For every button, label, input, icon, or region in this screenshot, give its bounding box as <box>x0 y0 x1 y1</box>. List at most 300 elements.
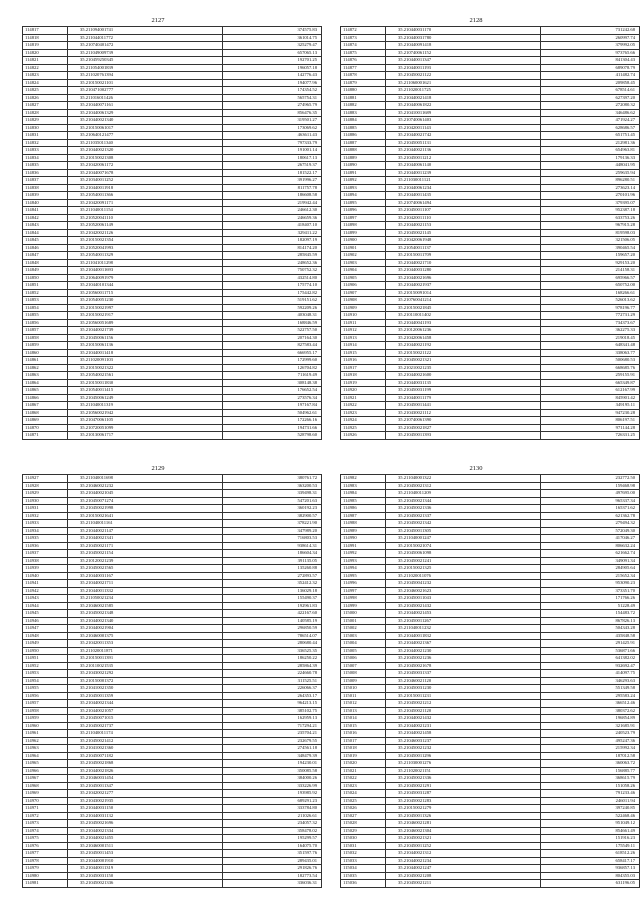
coordinate-cell: 35.210150011709 <box>386 252 541 260</box>
value-cell: 651751.45 <box>541 132 640 140</box>
table-panel-2129 <box>22 464 317 888</box>
row-id-cell: 114876 <box>341 57 386 65</box>
row-id-cell: 114967 <box>23 775 68 783</box>
table-row <box>341 102 640 110</box>
table-row <box>341 117 640 125</box>
value-cell: 270101.96 <box>541 192 640 200</box>
value-cell: 168266.61 <box>541 289 640 297</box>
value-cell: 648341.48 <box>541 342 640 350</box>
row-id-cell: 114994 <box>341 565 386 573</box>
table-row <box>341 625 640 633</box>
row-id-cell: 115014 <box>341 715 386 723</box>
coordinate-cell: 35.210440011832 <box>386 632 541 640</box>
table-row <box>341 214 640 222</box>
value-cell: 151058.26 <box>541 782 640 790</box>
coordinate-cell: 35.210440021739 <box>68 327 223 335</box>
row-id-cell: 115000 <box>341 610 386 618</box>
coordinate-cell: 35.211020021151 <box>386 767 541 775</box>
value-cell: 155490.37 <box>223 595 322 603</box>
table-row <box>341 707 640 715</box>
row-id-cell: 115032 <box>341 850 386 858</box>
coordinate-cell: 35.210460001511 <box>68 842 223 850</box>
page-number-title: 2127 <box>151 17 165 24</box>
row-id-cell: 115003 <box>341 632 386 640</box>
row-id-cell: 114936 <box>23 542 68 550</box>
value-cell: 695966.57 <box>541 274 640 282</box>
value-cell: 176652.54 <box>223 387 322 395</box>
row-id-cell: 115019 <box>341 752 386 760</box>
coordinate-cell: 35.210440031135 <box>386 379 541 387</box>
row-id-cell: 114886 <box>341 132 386 140</box>
coordinate-cell: 35.210450041232 <box>386 580 541 588</box>
data-table <box>340 26 640 440</box>
value-cell: 522468.46 <box>541 812 640 820</box>
table-row <box>23 409 322 417</box>
coordinate-cell: 35.210440021247 <box>386 865 541 873</box>
table-row <box>23 42 322 50</box>
row-id-cell: 115006 <box>341 655 386 663</box>
table-row <box>341 617 640 625</box>
value-cell: 351597.76 <box>223 850 322 858</box>
table-panel-2130 <box>340 464 635 888</box>
value-cell: 358478.02 <box>223 827 322 835</box>
row-id-cell: 114963 <box>23 745 68 753</box>
coordinate-cell: 35.210460021120 <box>386 677 541 685</box>
coordinate-cell: 35.210440021320 <box>68 147 223 155</box>
row-id-cell: 114887 <box>341 139 386 147</box>
row-id-cell: 114920 <box>341 387 386 395</box>
table-row <box>341 154 640 162</box>
table-row <box>23 670 322 678</box>
coordinate-cell: 35.210440011347 <box>386 57 541 65</box>
coordinate-cell: 35.210450021336 <box>386 505 541 513</box>
coordinate-cell: 35.210440021418 <box>386 94 541 102</box>
table-row <box>341 49 640 57</box>
value-cell: 666955.17 <box>223 349 322 357</box>
row-id-cell: 115021 <box>341 767 386 775</box>
row-id-cell: 114983 <box>341 482 386 490</box>
row-id-cell: 114832 <box>23 139 68 147</box>
row-id-cell: 114896 <box>341 207 386 215</box>
value-cell: 264353.17 <box>223 692 322 700</box>
value-cell: 806197.51 <box>541 417 640 425</box>
row-id-cell: 114959 <box>23 715 68 723</box>
value-cell: 349091.34 <box>541 557 640 565</box>
value-cell: 391135.05 <box>223 557 322 565</box>
table-row <box>341 147 640 155</box>
value-cell: 967915.28 <box>541 222 640 230</box>
row-id-cell: 114867 <box>23 402 68 410</box>
coordinate-cell: 35.210420021126 <box>68 229 223 237</box>
table-row <box>23 557 322 565</box>
table-row <box>23 752 322 760</box>
table-row <box>341 64 640 72</box>
value-cell: 726331.25 <box>541 432 640 440</box>
coordinate-cell: 35.211040011154 <box>68 207 223 215</box>
value-cell: 164075.70 <box>223 842 322 850</box>
row-id-cell: 114894 <box>341 192 386 200</box>
coordinate-cell: 35.210450021283 <box>386 797 541 805</box>
row-id-cell: 114913 <box>341 334 386 342</box>
coordinate-cell: 35.210440021696 <box>386 274 541 282</box>
value-cell: 856476.35 <box>223 109 322 117</box>
coordinate-cell: 35.210440091418 <box>386 42 541 50</box>
table-row <box>23 707 322 715</box>
coordinate-cell: 35.210440021192 <box>386 342 541 350</box>
coordinate-cell: 35.210450021154 <box>68 550 223 558</box>
coordinate-cell: 35.210150011391 <box>68 655 223 663</box>
row-id-cell: 114950 <box>23 647 68 655</box>
coordinate-cell: 35.210450021122 <box>386 72 541 80</box>
row-id-cell: 114982 <box>341 475 386 483</box>
coordinate-cell: 35.210150091014 <box>386 289 541 297</box>
value-cell: 471924.27 <box>541 117 640 125</box>
table-row <box>23 850 322 858</box>
coordinate-cell: 35.210450021737 <box>68 722 223 730</box>
value-cell: 929153.20 <box>541 259 640 267</box>
table-row <box>23 79 322 87</box>
value-cell: 973765.66 <box>541 49 640 57</box>
coordinate-cell: 35.210560011715 <box>68 289 223 297</box>
table-row <box>23 184 322 192</box>
coordinate-cell: 35.210460021623 <box>386 587 541 595</box>
row-id-cell: 114979 <box>23 865 68 873</box>
value-cell: 219942.44 <box>223 199 322 207</box>
table-row <box>23 490 322 498</box>
coordinate-cell: 35.210420061948 <box>386 237 541 245</box>
coordinate-cell: 35.210410021360 <box>68 745 223 753</box>
row-id-cell: 114993 <box>341 557 386 565</box>
row-id-cell: 114879 <box>341 79 386 87</box>
table-row <box>23 640 322 648</box>
value-cell: 232772.50 <box>541 475 640 483</box>
coordinate-cell: 35.210440011332 <box>68 587 223 595</box>
coordinate-cell: 35.210150021279 <box>386 805 541 813</box>
value-cell: 180617.13 <box>223 154 322 162</box>
row-id-cell: 114949 <box>23 640 68 648</box>
table-row <box>23 880 322 888</box>
row-id-cell: 114904 <box>341 267 386 275</box>
row-id-cell: 114910 <box>341 312 386 320</box>
value-cell: 192701.25 <box>223 57 322 65</box>
row-id-cell: 114864 <box>23 379 68 387</box>
row-id-cell: 114890 <box>341 162 386 170</box>
row-id-cell: 114899 <box>341 229 386 237</box>
value-cell: 159468.98 <box>541 482 640 490</box>
row-id-cell: 114906 <box>341 282 386 290</box>
table-row <box>23 87 322 95</box>
value-cell: 325279.47 <box>223 42 322 50</box>
row-id-cell: 115017 <box>341 737 386 745</box>
row-id-cell: 115013 <box>341 707 386 715</box>
row-id-cell: 115009 <box>341 677 386 685</box>
row-id-cell: 114934 <box>23 527 68 535</box>
row-id-cell: 114902 <box>341 252 386 260</box>
value-cell: 272893.57 <box>223 572 322 580</box>
value-cell: 207164.30 <box>223 334 322 342</box>
table-row <box>341 647 640 655</box>
coordinate-cell: 35.211030011121 <box>386 177 541 185</box>
value-cell: 612167.99 <box>541 387 640 395</box>
value-cell: 366512.46 <box>541 700 640 708</box>
value-cell: 965337.34 <box>541 497 640 505</box>
table-row <box>23 610 322 618</box>
row-id-cell: 115027 <box>341 812 386 820</box>
value-cell: 804355.03 <box>541 872 640 880</box>
value-cell: 378221.90 <box>223 520 322 528</box>
coordinate-cell: 35.210440021742 <box>386 132 541 140</box>
row-id-cell: 114843 <box>23 222 68 230</box>
coordinate-cell: 35.210110011402 <box>386 312 541 320</box>
row-id-cell: 115030 <box>341 835 386 843</box>
value-cell: 194077.96 <box>223 79 322 87</box>
row-id-cell: 114908 <box>341 297 386 305</box>
coordinate-cell: 35.211040011161 <box>68 520 223 528</box>
coordinate-cell: 35.210450031150 <box>68 872 223 880</box>
row-id-cell: 114962 <box>23 737 68 745</box>
row-id-cell: 114865 <box>23 387 68 395</box>
coordinate-cell: 35.210450011359 <box>68 692 223 700</box>
coordinate-cell: 35.210450021678 <box>386 662 541 670</box>
table-row <box>341 662 640 670</box>
value-cell: 565754.31 <box>223 94 322 102</box>
coordinate-cell: 35.210430021935 <box>68 797 223 805</box>
row-id-cell: 114995 <box>341 572 386 580</box>
row-id-cell: 114998 <box>341 595 386 603</box>
row-id-cell: 114844 <box>23 229 68 237</box>
value-cell: 319501.27 <box>223 117 322 125</box>
value-cell: 296850.59 <box>223 625 322 633</box>
coordinate-cell: 35.210150021354 <box>68 237 223 245</box>
coordinate-cell: 35.210440021937 <box>386 282 541 290</box>
table-row <box>23 162 322 170</box>
row-id-cell: 114953 <box>23 670 68 678</box>
coordinate-cell: 35.210450011326 <box>386 812 541 820</box>
table-row <box>341 842 640 850</box>
coordinate-cell: 35.210450071182 <box>68 752 223 760</box>
coordinate-cell: 35.210640121477 <box>68 132 223 140</box>
coordinate-cell: 35.210440021826 <box>68 767 223 775</box>
value-cell: 273576.34 <box>223 394 322 402</box>
coordinate-cell: 35.210460031454 <box>68 775 223 783</box>
value-cell: 819598.03 <box>541 229 640 237</box>
coordinate-cell: 35.211016011426 <box>68 94 223 102</box>
table-row <box>341 700 640 708</box>
table-row <box>23 647 322 655</box>
row-id-cell: 114905 <box>341 274 386 282</box>
coordinate-cell: 35.210420021277 <box>68 790 223 798</box>
row-id-cell: 114875 <box>341 49 386 57</box>
table-row <box>23 782 322 790</box>
table-row <box>23 229 322 237</box>
table-row <box>341 790 640 798</box>
table-row <box>341 827 640 835</box>
row-id-cell: 114916 <box>341 357 386 365</box>
table-row <box>23 154 322 162</box>
table-row <box>23 662 322 670</box>
row-id-cell: 114991 <box>341 542 386 550</box>
value-cell: 750752.32 <box>223 267 322 275</box>
table-row <box>341 775 640 783</box>
coordinate-cell: 35.210450021212 <box>386 700 541 708</box>
value-cell: 417046.27 <box>541 535 640 543</box>
coordinate-cell: 35.210440021344 <box>68 700 223 708</box>
table-row <box>23 820 322 828</box>
table-row <box>341 274 640 282</box>
table-row <box>341 490 640 498</box>
table-panel-2127 <box>22 16 317 440</box>
table-row <box>341 169 640 177</box>
table-row <box>341 319 640 327</box>
table-row <box>23 505 322 513</box>
page-number-title: 2129 <box>151 465 165 472</box>
row-id-cell: 114918 <box>341 372 386 380</box>
value-cell: 734373.67 <box>541 319 640 327</box>
table-row <box>341 850 640 858</box>
row-id-cell: 115018 <box>341 745 386 753</box>
value-cell: 711619.49 <box>223 372 322 380</box>
coordinate-cell: 35.210450051131 <box>386 139 541 147</box>
row-id-cell: 114842 <box>23 214 68 222</box>
value-cell: 181522.17 <box>223 169 322 177</box>
value-cell: 551349.58 <box>541 685 640 693</box>
row-id-cell: 114912 <box>341 327 386 335</box>
coordinate-cell: 35.210150021917 <box>68 312 223 320</box>
coordinate-cell: 35.210150021325 <box>386 565 541 573</box>
coordinate-cell: 35.210440031132 <box>68 812 223 820</box>
value-cell: 338063.77 <box>541 349 640 357</box>
coordinate-cell: 35.210450021827 <box>386 424 541 432</box>
value-cell: 215652.34 <box>541 572 640 580</box>
table-row <box>23 790 322 798</box>
value-cell: 841304.43 <box>541 57 640 65</box>
value-cell: 360063.72 <box>541 760 640 768</box>
coordinate-cell: 35.210440061234 <box>386 184 541 192</box>
coordinate-cell: 35.210540021561 <box>68 372 223 380</box>
coordinate-cell: 35.210440021711 <box>68 580 223 588</box>
table-row <box>341 640 640 648</box>
table-row <box>341 57 640 65</box>
table-row <box>341 282 640 290</box>
row-id-cell: 114919 <box>341 379 386 387</box>
value-cell: 224660.78 <box>223 670 322 678</box>
coordinate-cell: 35.210150021308 <box>68 154 223 162</box>
coordinate-cell: 35.210450011107 <box>386 207 541 215</box>
table-row <box>23 625 322 633</box>
value-cell: 463611.43 <box>223 132 322 140</box>
table-row <box>341 79 640 87</box>
value-cell: 373351.70 <box>541 587 640 595</box>
table-row <box>341 797 640 805</box>
value-cell: 932692.47 <box>541 662 640 670</box>
coordinate-cell: 35.210440011239 <box>386 169 541 177</box>
value-cell: 627397.20 <box>541 94 640 102</box>
row-id-cell: 115020 <box>341 760 386 768</box>
row-id-cell: 114846 <box>23 244 68 252</box>
table-row <box>341 527 640 535</box>
coordinate-cell: 35.210440101344 <box>68 282 223 290</box>
table-row <box>23 842 322 850</box>
row-id-cell: 114929 <box>23 490 68 498</box>
table-row <box>341 267 640 275</box>
value-cell: 259635.94 <box>541 169 640 177</box>
coordinate-cell: 35.210740061390 <box>386 417 541 425</box>
row-id-cell: 114969 <box>23 790 68 798</box>
coordinate-cell: 35.211035011340 <box>68 139 223 147</box>
value-cell: 650752.00 <box>541 282 640 290</box>
row-id-cell: 114817 <box>23 27 68 35</box>
coordinate-cell: 35.210450011267 <box>386 617 541 625</box>
table-row <box>23 602 322 610</box>
value-cell: 448041.95 <box>541 162 640 170</box>
coordinate-cell: 35.210420091171 <box>68 199 223 207</box>
value-cell: 519151.62 <box>223 297 322 305</box>
row-id-cell: 114990 <box>341 535 386 543</box>
row-id-cell: 114977 <box>23 850 68 858</box>
row-id-cell: 114999 <box>341 602 386 610</box>
row-id-cell: 114976 <box>23 842 68 850</box>
row-id-cell: 114927 <box>23 475 68 483</box>
table-row <box>23 535 322 543</box>
table-row <box>341 685 640 693</box>
table-row <box>341 497 640 505</box>
row-id-cell: 114878 <box>341 72 386 80</box>
coordinate-cell: 35.210440021312 <box>386 850 541 858</box>
table-row <box>341 207 640 215</box>
row-id-cell: 114898 <box>341 222 386 230</box>
value-cell: 668685.76 <box>541 364 640 372</box>
coordinate-cell: 35.211020011076 <box>386 572 541 580</box>
row-id-cell: 114954 <box>23 677 68 685</box>
table-row <box>23 692 322 700</box>
row-id-cell: 114872 <box>341 27 386 35</box>
table-row <box>23 387 322 395</box>
table-row <box>341 72 640 80</box>
value-cell: 952387.18 <box>541 207 640 215</box>
value-cell: 786514.07 <box>223 632 322 640</box>
table-row <box>23 49 322 57</box>
coordinate-cell: 35.210450011453 <box>68 850 223 858</box>
coordinate-cell: 35.210420011353 <box>68 640 223 648</box>
row-id-cell: 114921 <box>341 394 386 402</box>
row-id-cell: 114853 <box>23 297 68 305</box>
coordinate-cell: 35.210450021232 <box>386 745 541 753</box>
row-id-cell: 114903 <box>341 259 386 267</box>
value-cell: 772731.29 <box>541 312 640 320</box>
row-id-cell: 114932 <box>23 512 68 520</box>
coordinate-cell: 35.211049009739 <box>68 49 223 57</box>
table-row <box>341 865 640 873</box>
table-row <box>23 34 322 42</box>
coordinate-cell: 35.210130061717 <box>68 432 223 440</box>
value-cell: 504343.28 <box>541 625 640 633</box>
value-cell: 665349.87 <box>541 379 640 387</box>
coordinate-cell: 35.210450021868 <box>68 760 223 768</box>
table-row <box>23 394 322 402</box>
value-cell: 186608.58 <box>223 192 322 200</box>
coordinate-cell: 35.210410021350 <box>68 685 223 693</box>
coordinate-cell: 35.210460001375 <box>68 632 223 640</box>
value-cell: 172266.16 <box>223 417 322 425</box>
value-cell: 191001.14 <box>223 147 322 155</box>
coordinate-cell: 35.210450021236 <box>386 655 541 663</box>
coordinate-cell: 35.210450021312 <box>386 482 541 490</box>
coordinate-cell: 35.210450021337 <box>386 512 541 520</box>
coordinate-cell: 35.211041011298 <box>68 259 223 267</box>
coordinate-cell: 35.210410011689 <box>386 109 541 117</box>
table-row <box>23 655 322 663</box>
value-cell: 272080.32 <box>541 102 640 110</box>
